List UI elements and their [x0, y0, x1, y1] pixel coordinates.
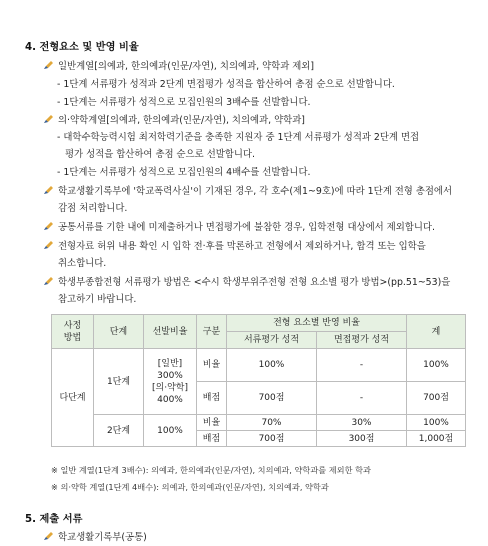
type-cell: 배점 [197, 431, 227, 447]
header-type: 구분 [197, 315, 227, 349]
detail-line: - 대학수학능력시험 최저학력기준을 충족한 지원자 중 1단계 서류평가 성적과 2단계 면접 [57, 132, 420, 143]
stage-cell: 1단계 [94, 349, 144, 415]
detail-line: 평가 성적을 합산하여 총점 순으로 선발합니다. [65, 149, 255, 160]
bullet-text: 공통서류를 기한 내에 미제출하거나 면접평가에 불참한 경우, 입학전형 대상에서 제외합니다. [58, 222, 435, 233]
pencil-bullet-icon [43, 185, 54, 195]
ratio-cell: 100% [144, 415, 197, 447]
pencil-bullet-icon [43, 276, 54, 286]
type-cell: 비율 [197, 415, 227, 431]
doc-cell: 70% [227, 415, 317, 431]
table-row [52, 415, 466, 431]
bullet-false-information [43, 238, 426, 252]
doc-cell: 700점 [227, 431, 317, 447]
pencil-bullet-icon [43, 240, 54, 250]
bullet-school-record [43, 529, 147, 543]
pencil-bullet-icon [43, 114, 54, 124]
selection-ratio-table [51, 314, 466, 447]
pencil-bullet-icon [43, 221, 54, 231]
header-ratio: 선발비율 [144, 315, 197, 349]
pencil-bullet-icon [43, 531, 54, 541]
header-method: 사정 방법 [52, 315, 94, 349]
type-cell: 비율 [197, 349, 227, 382]
interview-cell: 300점 [317, 431, 407, 447]
interview-cell: - [317, 382, 407, 415]
bullet-text: 일반계열[의예과, 한의예과(인문/자연), 치의예과, 약학과 제외] [58, 61, 315, 72]
bullet-general-track [43, 58, 314, 72]
bullet-medical-track [43, 112, 305, 126]
detail-line: - 1단계는 서류평가 성적으로 모집인원의 3배수를 선발합니다. [57, 97, 311, 108]
bullet-text: 의·약학계열[의예과, 한의예과(인문/자연), 치의예과, 약학과] [58, 115, 305, 126]
bullet-continuation: 감점 처리합니다. [58, 203, 128, 214]
bullet-documents-missing [43, 219, 435, 233]
note-medical: ※ 의·약학 계열(1단계 4배수): 의예과, 한의예과(인문/자연), 치의예과, 약학과 [51, 482, 329, 492]
total-cell: 1,000점 [407, 431, 466, 447]
stage-cell: 2단계 [94, 415, 144, 447]
bullet-text: 학생부종합전형 서류평가 방법은 <수시 학생부위주전형 전형 요소별 평가 방법>(pp.51~53)을 [58, 277, 451, 288]
header-element-group: 전형 요소별 반영 비율 [227, 315, 407, 332]
detail-line: - 1단계 서류평가 성적과 2단계 면접평가 성적을 합산하여 총점 순으로 선발합니다. [57, 79, 395, 90]
bullet-continuation: 참고하기 바랍니다. [58, 294, 137, 305]
header-interview-score: 면접평가 성적 [317, 332, 407, 349]
bullet-school-violence [43, 183, 452, 197]
interview-cell: 30% [317, 415, 407, 431]
method-cell: 다단계 [52, 349, 94, 447]
section-5-title: 5. 제출 서류 [25, 514, 83, 525]
header-total: 계 [407, 315, 466, 349]
ratio-cell: [일반] 300% [의·약학] 400% [144, 349, 197, 415]
total-cell: 100% [407, 415, 466, 431]
doc-cell: 100% [227, 349, 317, 382]
header-stage: 단계 [94, 315, 144, 349]
type-cell: 배점 [197, 382, 227, 415]
table-row [52, 349, 466, 382]
header-document-score: 서류평가 성적 [227, 332, 317, 349]
detail-line: - 1단계는 서류평가 성적으로 모집인원의 4배수를 선발합니다. [57, 167, 311, 178]
pencil-bullet-icon [43, 60, 54, 70]
bullet-evaluation-method [43, 274, 450, 288]
section-4-title: 4. 전형요소 및 반영 비율 [25, 42, 139, 53]
total-cell: 700점 [407, 382, 466, 415]
interview-cell: - [317, 349, 407, 382]
doc-cell: 700점 [227, 382, 317, 415]
bullet-continuation: 취소합니다. [58, 258, 107, 269]
bullet-text: 학교생활기록부(공통) [58, 532, 147, 543]
bullet-text: 전형자료 허위 내용 확인 시 입학 전·후를 막론하고 전형에서 제외하거나, 합격 또는 입학을 [58, 241, 426, 252]
bullet-text: 학교생활기록부에 '학교폭력사실'이 기재된 경우, 각 호수(제1~9호)에 따라 1단계 전형 총점에서 [58, 186, 453, 197]
total-cell: 100% [407, 349, 466, 382]
note-general: ※ 일반 계열(1단계 3배수): 의예과, 한의예과(인문/자연), 치의예과, 약학과를 제외한 학과 [51, 465, 371, 475]
